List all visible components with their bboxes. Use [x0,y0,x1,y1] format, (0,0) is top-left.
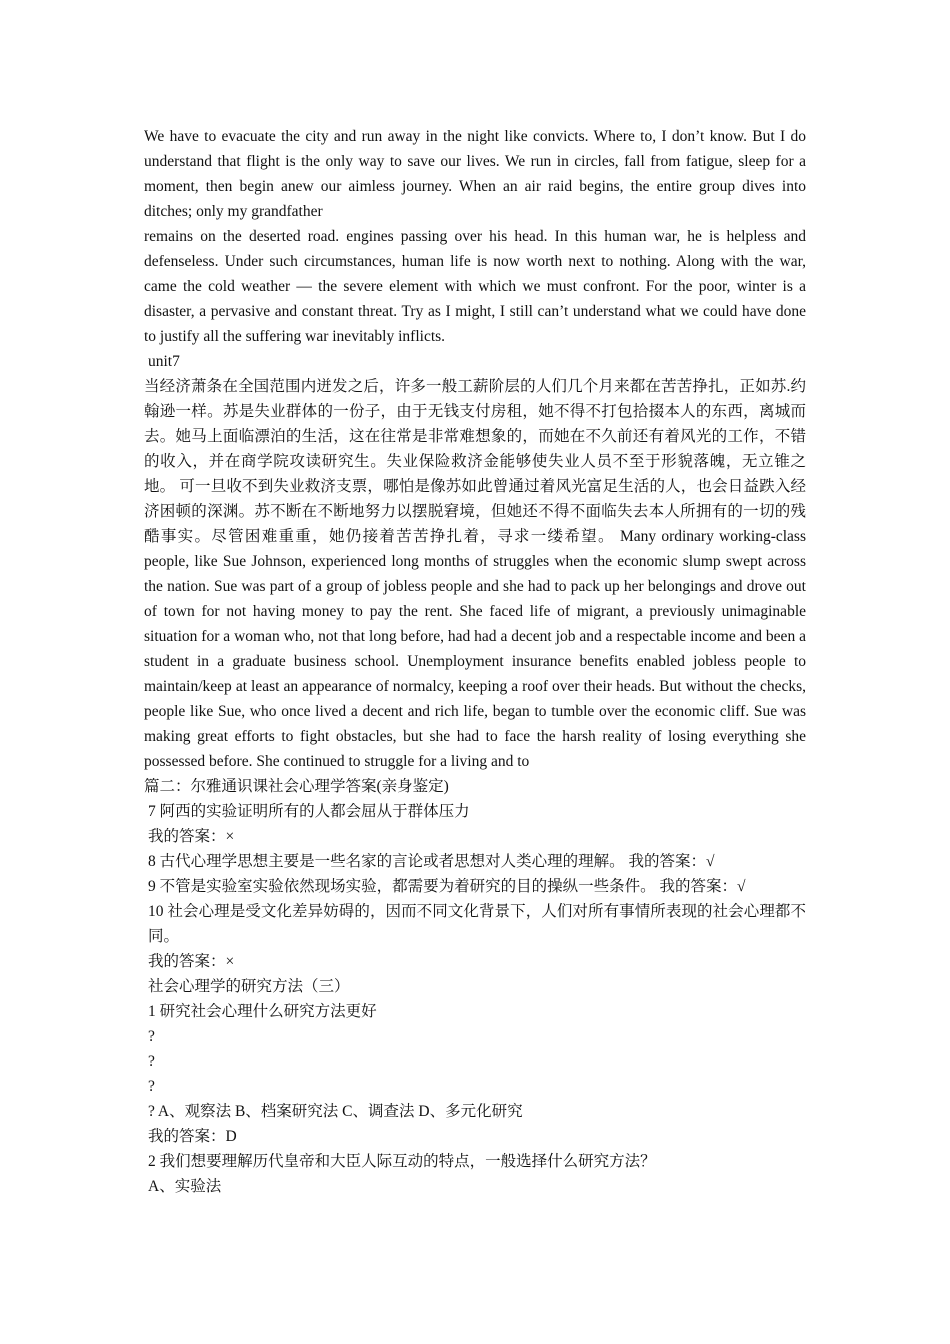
document-page [144,124,806,1199]
question-8: 8 古代心理学思想主要是一些名家的言论或者思想对人类心理的理解。 我的答案：√ [148,853,715,870]
section-title: 社会心理学的研究方法（三） [148,978,350,995]
section-question-1: 1 研究社会心理什么研究方法更好 [148,1003,377,1020]
question-7-answer: 我的答案：× [148,828,235,845]
question-mark-line: ? [148,1028,155,1045]
section-question-1-answer: 我的答案：D [148,1128,237,1145]
question-10-answer: 我的答案：× [148,953,235,970]
unit7-heading: unit7 [148,353,180,370]
question-mark-line: ? [148,1078,155,1095]
part2-title: 篇二：尔雅通识课社会心理学答案(亲身鉴定) [144,778,449,795]
unit6-paragraph-part1: We have to evacuate the city and run away in the night like convicts. Where to, I don’t know. But I do understand that flight is the only way to save our lives. We run in circles, fall from fatigue, sleep for a moment, then begin anew our aimless journey. When an air raid begins, the entire group dives into ditches; only my grandfather [144,128,806,220]
question-9: 9 不管是实验室实验依然现场实验，都需要为着研究的目的操纵一些条件。 我的答案：√ [148,878,746,895]
section-question-2-option-a: A、实验法 [148,1178,222,1195]
unit7-paragraph: 当经济萧条在全国范围内迸发之后，许多一般工薪阶层的人们几个月来都在苦苦挣扎，正如苏.约翰逊一样。苏是失业群体的一份子，由于无钱支付房租，她不得不打包拾掇本人的东西，离城而去。她马上面临漂泊的生活，这在往常是非常难想象的，而她在不久前还有着风光的工作，不错的收入，并在商学院攻读研究生。失业保险救济金能够使失业人员不至于形貌落魄，无立锥之地。 可一旦收不到失业救济支票，哪怕是像苏如此曾通过着风光富足生活的人，也会日益跌入经济困顿的深渊。苏不断在不断地努力以摆脱窘境，但她还不得不面临失去本人所拥有的一切的残酷事实。尽管困难重重，她仍接着苦苦挣扎着，寻求一缕希望。 Many ordinary working-class people, like Sue Johnson, experienced long months of struggles when the economic slump swept across the nation. Sue was part of a group of jobless people and she had to pack up her belongings and drove out of town for not having money to pay the rent. She faced life of migrant, a previously unimaginable situation for a woman who, not that long before, had had a decent job and a respectable income and been a student in a graduate business school. Unemployment insurance benefits enabled jobless people to maintain/keep at least an appearance of normalcy, keeping a roof over their heads. But without the checks, people like Sue, who once lived a decent and rich life, began to tumble over the economic cliff. Sue was making great efforts to fight obstacles, but she had to face the harsh reality of losing everything she possessed before. She continued to struggle for a living and to [144,378,806,770]
section-question-1-options: ? A、观察法 B、档案研究法 C、调查法 D、多元化研究 [148,1103,523,1120]
question-mark-line: ? [148,1053,155,1070]
section-question-2: 2 我们想要理解历代皇帝和大臣人际互动的特点，一般选择什么研究方法？ [148,1153,656,1170]
unit6-paragraph-part2: remains on the deserted road. engines passing over his head. In this human war, he is helpless and defenseless. Under such circumstances, human life is now worth next to nothing. Along with the war, came the cold weather — the severe element with which we must confront. For the poor, winter is a disaster, a pervasive and constant threat. Try as I might, I still can’t understand what we could have done to justify all the suffering war inevitably inflicts. [144,228,806,345]
question-7: 7 阿西的实验证明所有的人都会屈从于群体压力 [148,803,470,820]
question-10: 10 社会心理是受文化差异妨碍的，因而不同文化背景下，人们对所有事情所表现的社会心理都不同。 [148,903,806,945]
